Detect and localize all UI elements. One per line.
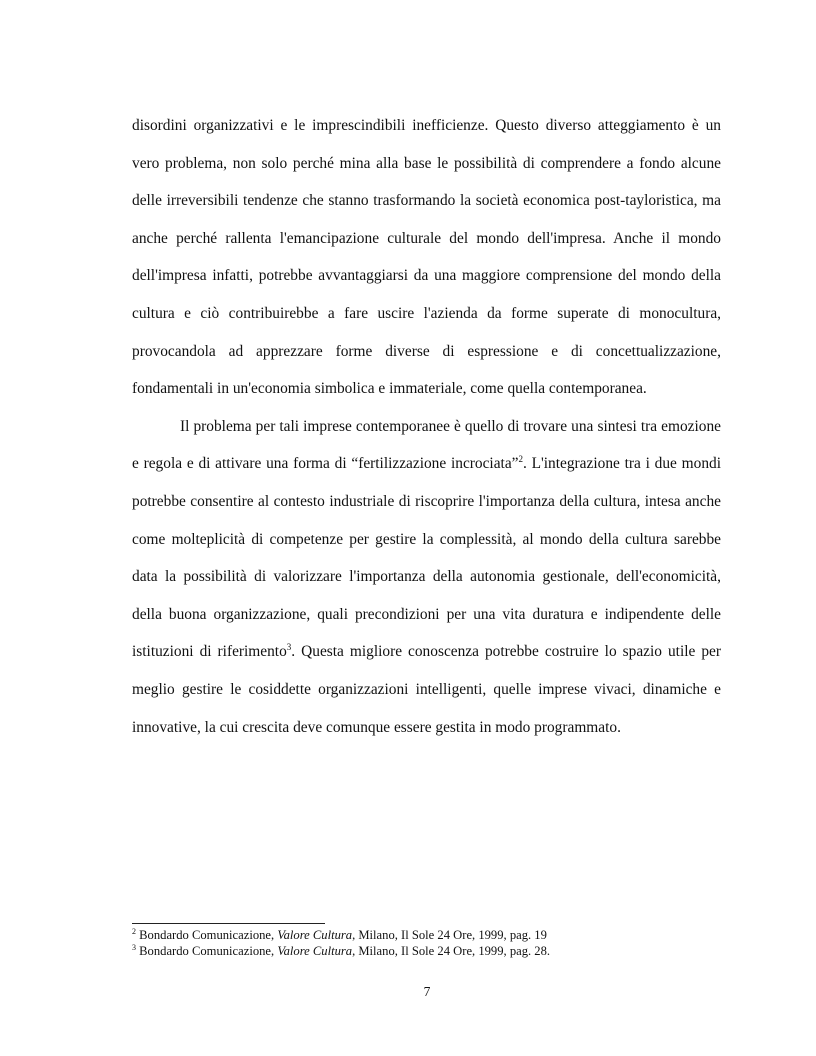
footnote-number: 2 [132, 927, 136, 936]
footnote-2 [132, 928, 732, 944]
paragraph-2 [132, 408, 721, 746]
footnote-ref-3[interactable]: 3 [286, 642, 292, 653]
footnote-number: 3 [132, 942, 136, 952]
footnote-author: Bondardo Comunicazione, [139, 943, 278, 958]
footnote-title: Valore Cultura [277, 928, 353, 942]
body-text [132, 107, 721, 746]
footnote-details: , Milano, Il Sole 24 Ore, 1999, pag. 28. [352, 943, 551, 958]
paragraph-1: disordini organizzativi e le imprescindibili inefficienze. Questo diverso atteggiamento è un vero problema, non solo perché mina alla base le possibilità di comprendere a fondo alcune delle irreversibili tendenze che stanno trasformando la società economica post-tayloristica, ma anche perché rallenta l'emancipazione culturale del mondo dell'impresa. Anche il mondo dell'impresa infatti, potrebbe avvantaggiarsi da una maggiore comprensione del mondo della cultura e ciò contribuirebbe a fare uscire l'azienda da forme superate di monocultura, provocandola ad apprezzare forme diverse di espressione e di concettualizzazione, fondamentali in un'economia simbolica e immateriale, come quella contemporanea. [132, 117, 721, 398]
footnote-title: Valore Cultura [277, 943, 353, 958]
page-number: 7 [423, 984, 431, 999]
footnote-author: Bondardo Comunicazione, [139, 928, 278, 942]
paragraph-2-part-a: Il problema per tali imprese contemporanee è quello di trovare una sintesi tra emozione e regola e di attivare una forma di “fertilizzazione incrociata” [132, 417, 721, 473]
footnote-divider [132, 923, 325, 924]
paragraph-2-part-c: . Questa migliore conoscenza potrebbe costruire lo spazio utile per meglio gestire le cosiddette organizzazioni intelligenti, quelle imprese vivaci, dinamiche e innovative, la cui crescita deve comunque essere gestita in modo programmato. [132, 643, 721, 736]
paragraph-2-part-b: . L'integrazione tra i due mondi potrebbe consentire al contesto industriale di riscoprire l'importanza della cultura, intesa anche come molteplicità di competenze per gestire la complessità, al mondo della cultura sarebbe data la possibilità di valorizzare l'importanza della autonomia gestionale, dell'economicità, della buona organizzazione, quali precondizioni per una vita duratura e indipendente delle istituzioni di riferimento [132, 455, 721, 661]
footnote-details: , Milano, Il Sole 24 Ore, 1999, pag. 19 [352, 928, 547, 942]
footnote-ref-2[interactable]: 2 [518, 454, 523, 465]
footnote-3 [132, 944, 732, 960]
footnotes [132, 928, 732, 959]
